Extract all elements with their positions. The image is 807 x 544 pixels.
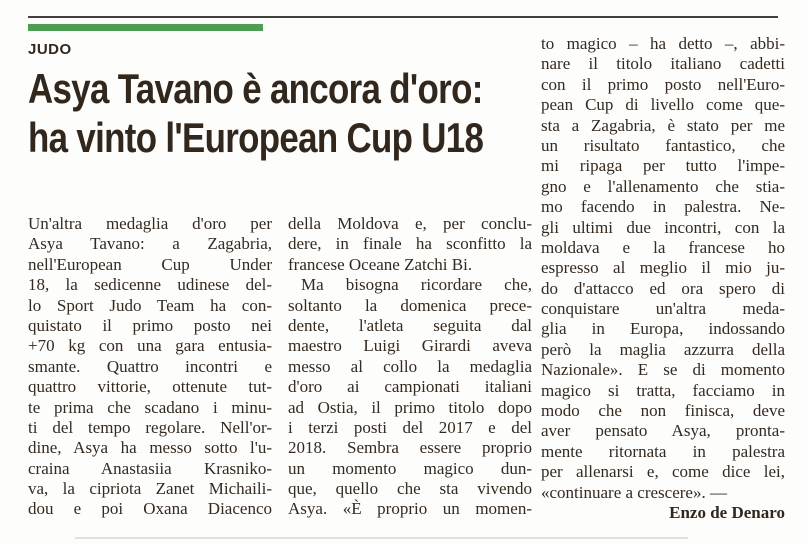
article-line: della Moldova e, per conclu- [288, 214, 532, 233]
article-line: conquistare un'altra meda- [541, 299, 785, 319]
article-line: quattro vittorie, ottenute tut- [28, 377, 272, 397]
article-line: pean Cup di livello come que- [541, 95, 785, 115]
article-line: moldava e la francese ho [541, 237, 785, 257]
article-column-2 [288, 214, 532, 520]
article-line: craina Anastasiia Krasniko- [28, 458, 272, 478]
article-line: «continuare a crescere». — [541, 482, 727, 502]
article-line: dine, Asya ha messo sotto l'u- [28, 438, 272, 458]
article-line: espresso al meglio il mio ju- [541, 258, 785, 278]
article-line: Asya. «È proprio un momen- [288, 499, 532, 519]
article-line: con il primo posto nell'Euro- [541, 74, 785, 94]
article-line: dente, l'atleta seguita dal [288, 315, 532, 335]
article-line: gno e l'allenamento che stia- [541, 176, 785, 196]
headline [28, 64, 483, 162]
article-line: Nazionale». E se di momento [541, 360, 785, 380]
article-line: do d'attacco ed ora spero di [541, 278, 785, 298]
article-line: +70 kg con una gara entusia- [28, 336, 272, 356]
top-rule [28, 16, 778, 18]
section-accent-bar [28, 24, 263, 31]
article-line: d'oro ai campionati italiani [288, 377, 532, 397]
section-kicker: JUDO [28, 41, 72, 58]
article-line: va, la cipriota Zanet Michaili- [28, 479, 272, 499]
article-line: smante. Quattro incontri e [28, 356, 272, 376]
article-line: soltanto la domenica prece- [288, 295, 532, 315]
article-line: ad Ostia, il primo titolo dopo [288, 397, 532, 417]
article-column-3 [541, 34, 785, 523]
article-line: quistato il primo posto nei [28, 315, 272, 335]
article-line: ti del tempo regolare. Nell'or- [28, 417, 272, 437]
article-line: un momento magico dun- [288, 458, 532, 478]
article-line: nell'European Cup Under [28, 254, 272, 274]
article-line: magico si tratta, facciamo in [541, 380, 785, 400]
article-column-1 [28, 214, 272, 520]
article-line: francese Oceane Zatchi Bi. [288, 254, 473, 274]
headline-line-2: ha vinto l'European Cup U18 [28, 114, 484, 161]
article-line: mente ritornata in palestra [541, 441, 785, 461]
article-line: mi ripaga per tutto l'impe- [541, 156, 785, 176]
article-line: i terzi posti del 2017 e del [288, 417, 532, 437]
article-line: to magico – ha detto –, abbi- [541, 34, 785, 53]
article-line: Asya Tavano: a Zagabria, [28, 234, 272, 254]
article-line: Un'altra medaglia d'oro per [28, 214, 272, 233]
article-line: 18, la sedicenne udinese del- [28, 275, 272, 295]
article-line: Ma bisogna ricordare che, [301, 275, 532, 295]
article-line: gli ultimi due incontri, con la [541, 217, 785, 237]
article-line: 2018. Sembra essere proprio [288, 438, 532, 458]
article-line: un risultato fantastico, che [541, 135, 785, 155]
article-line: dou e poi Oxana Diacenco [28, 499, 272, 519]
article-line: dere, in finale ha sconfitto la [288, 234, 532, 254]
article-line: però la maglia azzurra della [541, 339, 785, 359]
byline: Enzo de Denaro [669, 502, 785, 522]
article-line: modo che non finisca, deve [541, 401, 785, 421]
article-line: per allenarsi e, come dice lei, [541, 462, 785, 482]
article-line: nare il titolo italiano cadetti [541, 54, 785, 74]
article-line: glia in Europa, indossando [541, 319, 785, 339]
article-line: te prima che scadano i minu- [28, 397, 272, 417]
article-line: mo facendo in palestra. Ne- [541, 197, 785, 217]
article-line: sta a Zagabria, è stato per me [541, 115, 785, 135]
article-line: lo Sport Judo Team ha con- [28, 295, 272, 315]
article-line: que, quello che sta vivendo [288, 479, 532, 499]
headline-line-1: Asya Tavano è ancora d'oro: [28, 65, 483, 112]
bottom-rule [75, 537, 688, 539]
article-line: maestro Luigi Girardi aveva [288, 336, 532, 356]
article-line: messo al collo la medaglia [288, 356, 532, 376]
article-line: aver pensato Asya, pronta- [541, 421, 785, 441]
